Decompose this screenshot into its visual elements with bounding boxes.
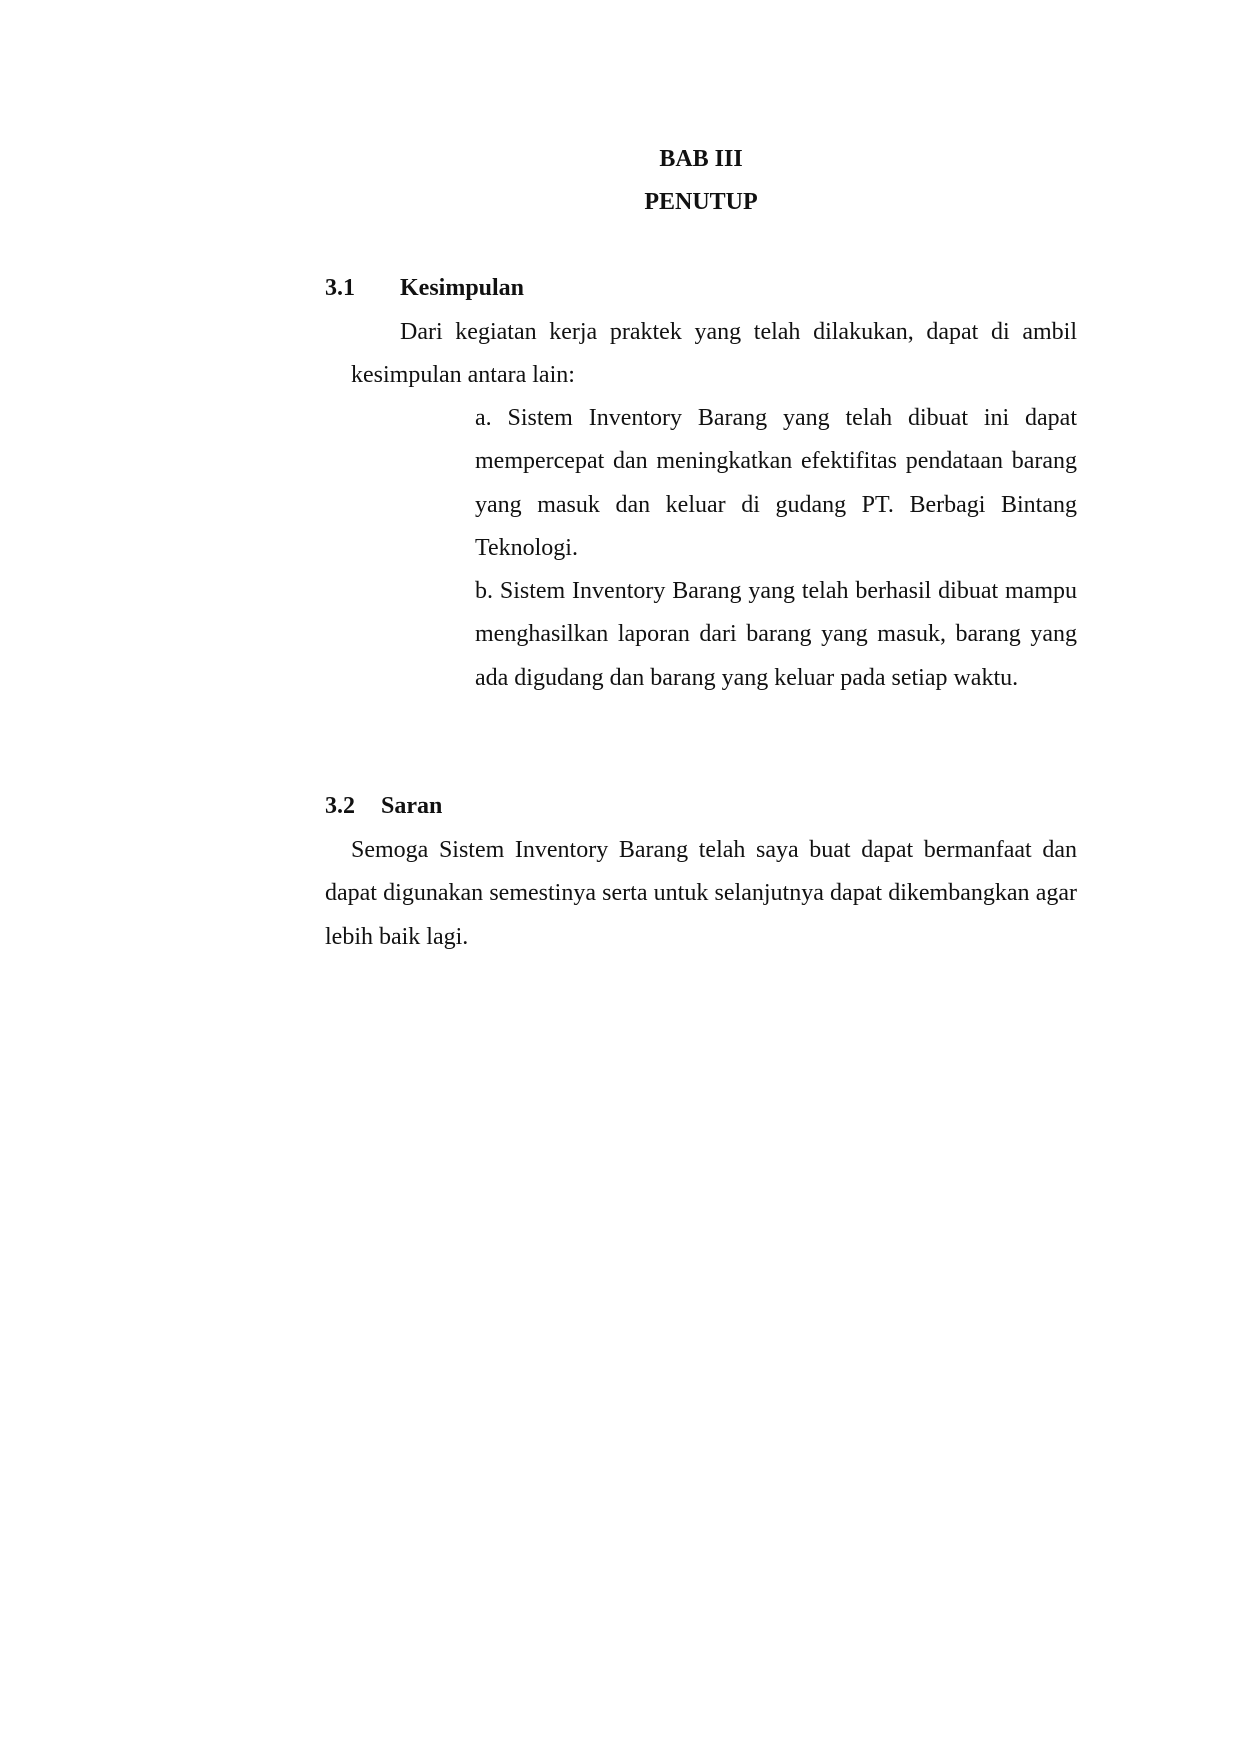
section-title: Kesimpulan — [400, 275, 525, 301]
list-item: b. Sistem Inventory Barang yang telah berhasil dibuat mampu menghasilkan laporan dari barang yang masuk, barang yang ada digudang dan barang yang keluar pada setiap waktu. — [475, 578, 1077, 691]
section-number: 3.1 — [325, 275, 355, 301]
section-heading-saran — [325, 785, 442, 828]
saran-text: Semoga Sistem Inventory Barang telah saya buat dapat bermanfaat dan dapat digunakan semestinya serta untuk selanjutnya dapat dikembangkan agar lebih baik lagi. — [325, 837, 1077, 950]
chapter-number: BAB III — [659, 146, 743, 172]
section-number: 3.2 — [325, 793, 355, 819]
section-heading-kesimpulan — [325, 267, 524, 310]
chapter-title: PENUTUP — [644, 189, 758, 215]
list-item: a. Sistem Inventory Barang yang telah dibuat ini dapat mempercepat dan meningkatkan efektifitas pendataan barang yang masuk dan keluar di gudang PT. Berbagi Bintang Teknologi. — [475, 405, 1077, 561]
kesimpulan-list — [475, 397, 1077, 700]
section-title: Saran — [381, 793, 443, 819]
kesimpulan-intro: Dari kegiatan kerja praktek yang telah dilakukan, dapat di ambil kesimpulan antara lain: — [351, 319, 1077, 389]
